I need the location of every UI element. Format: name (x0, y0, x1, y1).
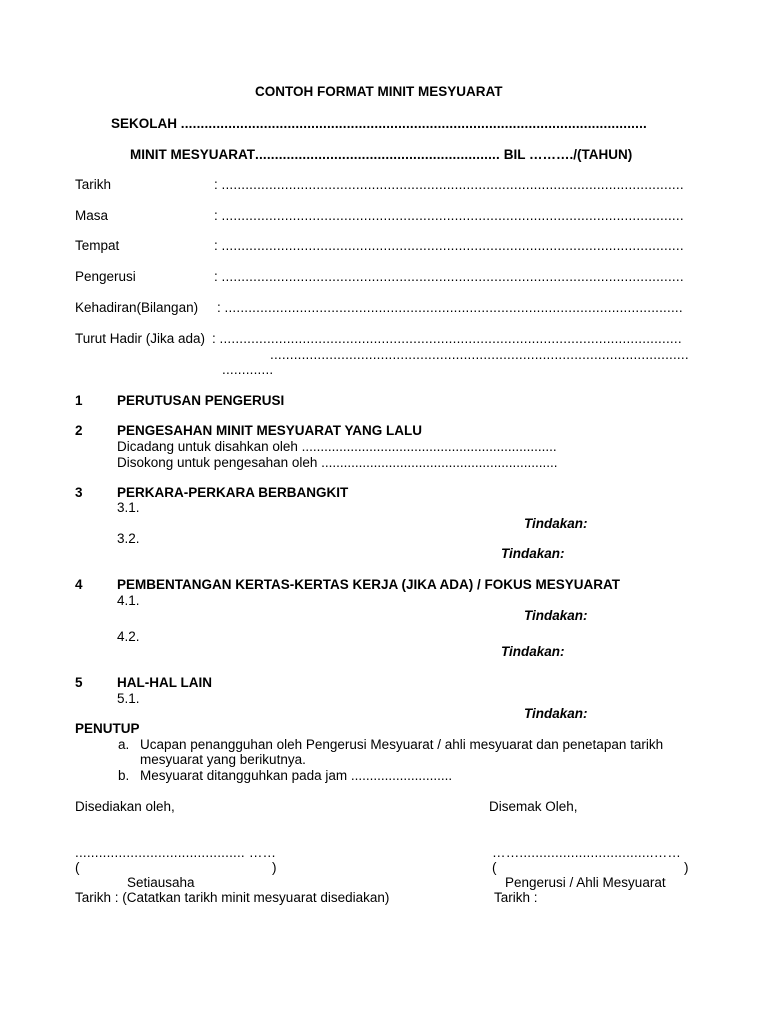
field-turut-hadir-label: Turut Hadir (Jika ada) (75, 331, 206, 346)
minit-dots: .............................................................. (255, 147, 500, 162)
sekolah-dots: ...................................................................................................................... (180, 116, 647, 131)
section-3-title: PERKARA-PERKARA BERBANGKIT (117, 485, 349, 500)
section-2-line-1: Dicadang untuk disahkan oleh .................................................................... (117, 439, 557, 454)
minit-line (130, 147, 632, 163)
section-1-number: 1 (75, 393, 83, 408)
section-4-item-1: 4.1. (117, 593, 140, 608)
field-turut-hadir-value: : ..................................................................................................................... (212, 331, 682, 346)
field-kehadiran-label: Kehadiran(Bilangan) (75, 300, 199, 315)
penutup-b-marker: b. (118, 768, 130, 783)
field-pengerusi-label: Pengerusi (75, 269, 136, 284)
prepared-by-open-paren: ( (75, 860, 80, 875)
checked-by-heading: Disemak Oleh, (489, 799, 578, 814)
section-5-number: 5 (75, 675, 83, 690)
sekolah-label: SEKOLAH (111, 116, 178, 131)
prepared-by-heading: Disediakan oleh, (75, 799, 175, 814)
penutup-b-line: Mesyuarat ditangguhkan pada jam ........................... (140, 768, 453, 783)
turut-hadir-extra-dots-2: ............. (222, 362, 274, 377)
sekolah-line (111, 116, 647, 132)
section-3-item-2: 3.2. (117, 531, 140, 546)
minit-label: MINIT MESYUARAT (130, 147, 255, 162)
section-3-number: 3 (75, 485, 83, 500)
checked-by-open-paren: ( (492, 860, 497, 875)
checked-by-signature-line: ……..................................…… (492, 845, 682, 860)
field-tempat-value: : ..................................................................................................................... (214, 238, 684, 253)
section-4-number: 4 (75, 577, 83, 592)
tindakan-3-2: Tindakan: (501, 546, 565, 561)
prepared-by-date: Tarikh : (Catatkan tarikh minit mesyuarat disediakan) (75, 890, 390, 905)
field-pengerusi-value: : ..................................................................................................................... (214, 269, 684, 284)
penutup-a-marker: a. (118, 737, 130, 752)
field-masa-value: : ..................................................................................................................... (214, 208, 684, 223)
section-2-line-2: Disokong untuk pengesahan oleh ............................................................... (117, 455, 558, 470)
tindakan-5-1: Tindakan: (524, 706, 588, 721)
document-title: CONTOH FORMAT MINIT MESYUARAT (255, 84, 503, 99)
section-5-title: HAL-HAL LAIN (117, 675, 212, 690)
section-5-item-1: 5.1. (117, 691, 140, 706)
tindakan-4-1: Tindakan: (524, 608, 588, 623)
prepared-by-close-paren: ) (272, 860, 277, 875)
field-kehadiran-value: : .................................................................................................................... (217, 300, 683, 315)
penutup-a-line-1: Ucapan penangguhan oleh Pengerusi Mesyuarat / ahli mesyuarat dan penetapan tarikh (140, 737, 664, 752)
field-tarikh-label: Tarikh (75, 177, 112, 192)
tindakan-3-1: Tindakan: (524, 516, 588, 531)
field-tempat-label: Tempat (75, 238, 120, 253)
tindakan-4-2: Tindakan: (501, 644, 565, 659)
penutup-title: PENUTUP (75, 721, 140, 736)
penutup-a-line-2: mesyuarat yang berikutnya. (140, 752, 306, 767)
section-4-item-2: 4.2. (117, 629, 140, 644)
checked-by-date: Tarikh : (494, 890, 538, 905)
section-2-title: PENGESAHAN MINIT MESYUARAT YANG LALU (117, 423, 423, 438)
field-masa-label: Masa (75, 208, 109, 223)
section-2-number: 2 (75, 423, 83, 438)
section-3-item-1: 3.1. (117, 500, 140, 515)
prepared-by-role: Setiausaha (127, 875, 195, 890)
prepared-by-signature-line: ........................................... …… (75, 845, 277, 860)
field-tarikh-value: : ..................................................................................................................... (214, 177, 684, 192)
checked-by-close-paren: ) (684, 860, 689, 875)
checked-by-role: Pengerusi / Ahli Mesyuarat (505, 875, 666, 890)
section-1-title: PERUTUSAN PENGERUSI (117, 393, 285, 408)
minit-bil: BIL ………./(TAHUN) (503, 147, 633, 162)
section-4-title: PEMBENTANGAN KERTAS-KERTAS KERJA (JIKA ADA) / FOKUS MESYUARAT (117, 577, 621, 592)
turut-hadir-extra-dots: .......................................................................................................... (270, 347, 689, 362)
